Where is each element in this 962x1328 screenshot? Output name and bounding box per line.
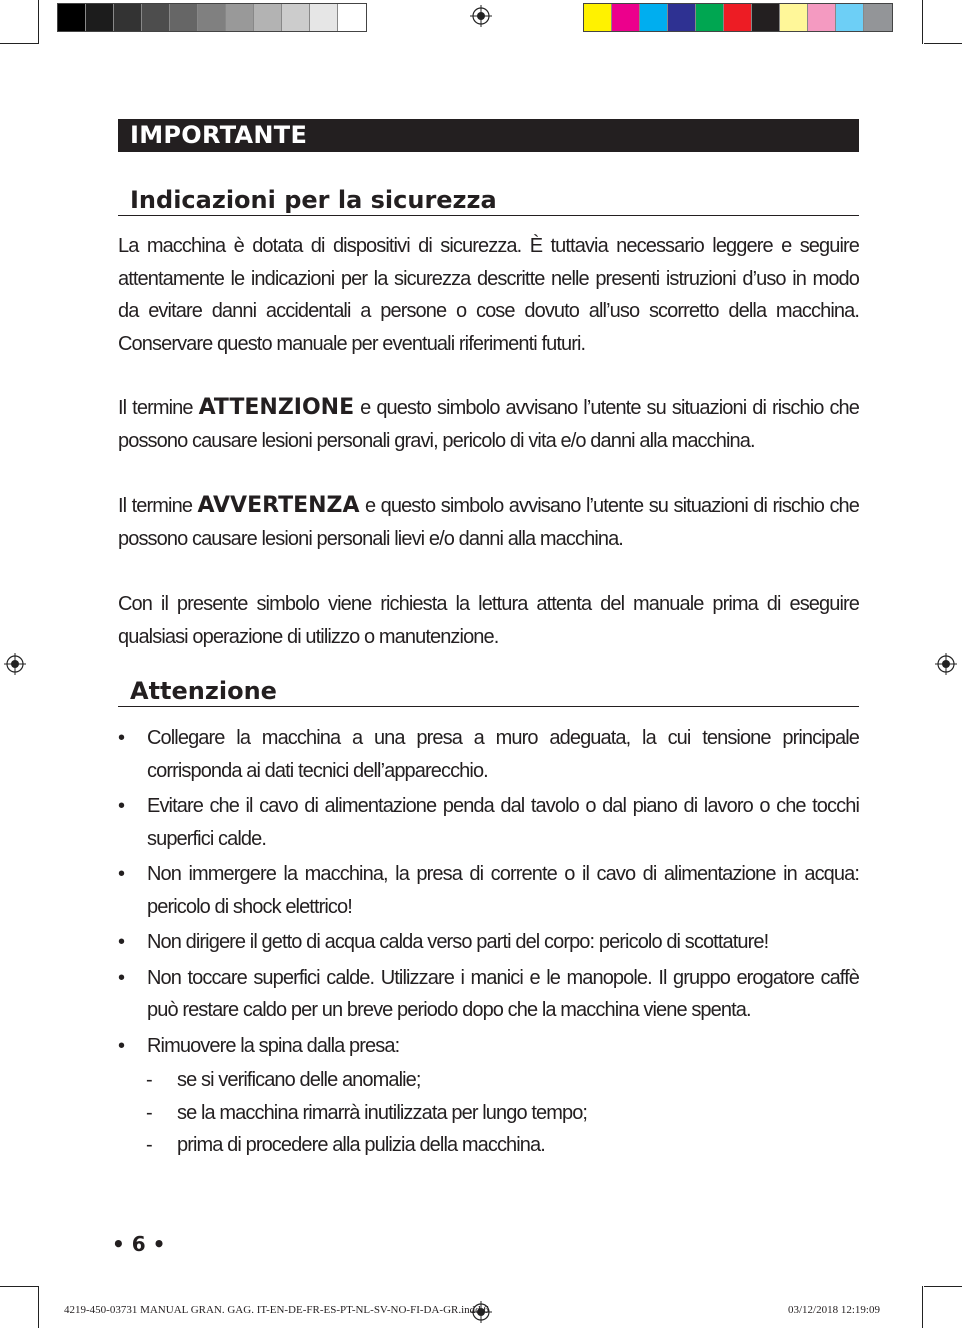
color-swatch xyxy=(584,4,612,31)
attenzione-post: e questo simbolo avvisano l’utente su situazioni di rischio che possono causare lesioni personali gravi, pericolo di vita e/o danni alla macchina. xyxy=(118,397,859,452)
list-item-text: Non immergere la macchina, la presa di corrente o il cavo di alimentazione in acqua: pericolo di shock elettrico! xyxy=(147,863,859,918)
sub-list-item-text: se la macchina rimarrà inutilizzata per lungo tempo; xyxy=(177,1101,588,1124)
bullet-marker: • xyxy=(118,863,125,885)
attenzione-pre: Il termine xyxy=(118,397,199,419)
gray-color-bar xyxy=(57,3,367,32)
sub-list-item-text: se si verificano delle anomalie; xyxy=(177,1069,421,1091)
avvertenza-pre: Il termine xyxy=(118,495,198,517)
color-swatch xyxy=(808,4,836,31)
crop-mark xyxy=(38,0,39,44)
dash-marker: - xyxy=(146,1101,152,1124)
color-swatch xyxy=(612,4,640,31)
registration-mark-icon xyxy=(4,653,26,675)
list-item-text: Non dirigere il getto di acqua calda verso parti del corpo: pericolo di scottature! xyxy=(147,931,769,953)
crop-mark xyxy=(0,1286,38,1287)
color-swatch xyxy=(724,4,752,31)
slug-file-info: 4219-450-03731 MANUAL GRAN. GAG. IT-EN-DE-FR-ES-PT-NL-SV-NO-FI-DA-GR.indd 6 xyxy=(64,1304,489,1316)
registration-mark-icon xyxy=(470,5,492,27)
section-heading-attention: Attenzione xyxy=(118,677,859,707)
color-swatch xyxy=(254,4,282,31)
dash-marker: - xyxy=(146,1134,152,1156)
registration-mark-icon xyxy=(935,653,957,675)
color-swatch xyxy=(780,4,808,31)
bullet-marker: • xyxy=(118,1034,125,1057)
sub-list-item-text: prima di procedere alla pulizia della macchina. xyxy=(177,1134,545,1156)
list-item-text: Evitare che il cavo di alimentazione penda dal tavolo o dal piano di lavoro o che tocchi superfici calde. xyxy=(147,795,859,850)
sub-list-item xyxy=(146,1064,846,1097)
color-swatch xyxy=(668,4,696,31)
attention-bullet-list xyxy=(118,722,859,1065)
crop-mark xyxy=(38,1286,39,1328)
bullet-marker: • xyxy=(118,795,125,817)
list-item xyxy=(118,858,859,923)
sub-list-item xyxy=(146,1129,846,1162)
list-item-text: Non toccare superfici calde. Utilizzare i manici e le manopole. Il gruppo erogatore caffè può restare caldo per un breve periodo dopo che la macchina viene spenta. xyxy=(147,966,859,1021)
bullet-marker: • xyxy=(118,931,125,953)
crop-mark xyxy=(924,1286,962,1287)
color-swatch xyxy=(170,4,198,31)
list-item xyxy=(118,962,859,1027)
color-swatch xyxy=(310,4,338,31)
page-number: • 6 • xyxy=(112,1232,166,1256)
list-item-text: Rimuovere la spina dalla presa: xyxy=(147,1034,400,1057)
attenzione-paragraph xyxy=(118,392,859,457)
list-item xyxy=(118,722,859,787)
bullet-marker: • xyxy=(118,966,125,989)
color-swatch xyxy=(282,4,310,31)
section-heading-safety: Indicazioni per la sicurezza xyxy=(118,186,859,216)
sub-list-item xyxy=(146,1097,846,1130)
safety-intro-paragraph: La macchina è dotata di dispositivi di sicurezza. È tuttavia necessario leggere e seguire attentamente le indicazioni per la sicurezza descritte nelle presenti istruzioni d’uso in modo da evitare danni accidentali a persone o cose dovuto all’uso scorretto della macchina. Conservare questo manuale per eventuali riferimenti futuri. xyxy=(118,235,859,355)
color-swatch xyxy=(226,4,254,31)
color-swatch xyxy=(86,4,114,31)
color-swatch xyxy=(142,4,170,31)
bullet-marker: • xyxy=(118,727,125,749)
unplug-sub-list xyxy=(146,1064,846,1162)
color-swatch xyxy=(114,4,142,31)
list-item xyxy=(118,926,859,959)
avvertenza-post: e questo simbolo avvisano l’utente su situazioni di rischio che possono causare lesioni personali lievi e/o danni alla macchina. xyxy=(118,495,860,550)
attenzione-term: ATTENZIONE xyxy=(198,395,355,420)
color-swatch xyxy=(338,4,366,31)
crop-mark xyxy=(0,43,38,44)
avvertenza-term: AVVERTENZA xyxy=(197,493,360,518)
important-banner: IMPORTANTE xyxy=(118,119,859,152)
list-item-text: Collegare la macchina a una presa a muro adeguata, la cui tensione principale corrisponda ai dati tecnici dell’apparecchio. xyxy=(147,727,859,782)
dash-marker: - xyxy=(146,1069,152,1091)
color-swatch xyxy=(836,4,864,31)
color-swatch xyxy=(752,4,780,31)
list-item xyxy=(118,1030,859,1063)
color-bar xyxy=(583,3,893,32)
crop-mark xyxy=(924,43,962,44)
slug-date: 03/12/2018 12:19:09 xyxy=(788,1304,880,1316)
color-swatch xyxy=(198,4,226,31)
crop-mark xyxy=(922,0,923,44)
list-item xyxy=(118,790,859,855)
color-swatch xyxy=(58,4,86,31)
manual-note-paragraph: Con il presente simbolo viene richiesta la lettura attenta del manuale prima di eseguire qualsiasi operazione di utilizzo o manutenzione. xyxy=(118,593,859,648)
avvertenza-paragraph xyxy=(118,490,859,555)
color-swatch xyxy=(640,4,668,31)
crop-mark xyxy=(922,1286,923,1328)
color-swatch xyxy=(696,4,724,31)
color-swatch xyxy=(864,4,892,31)
